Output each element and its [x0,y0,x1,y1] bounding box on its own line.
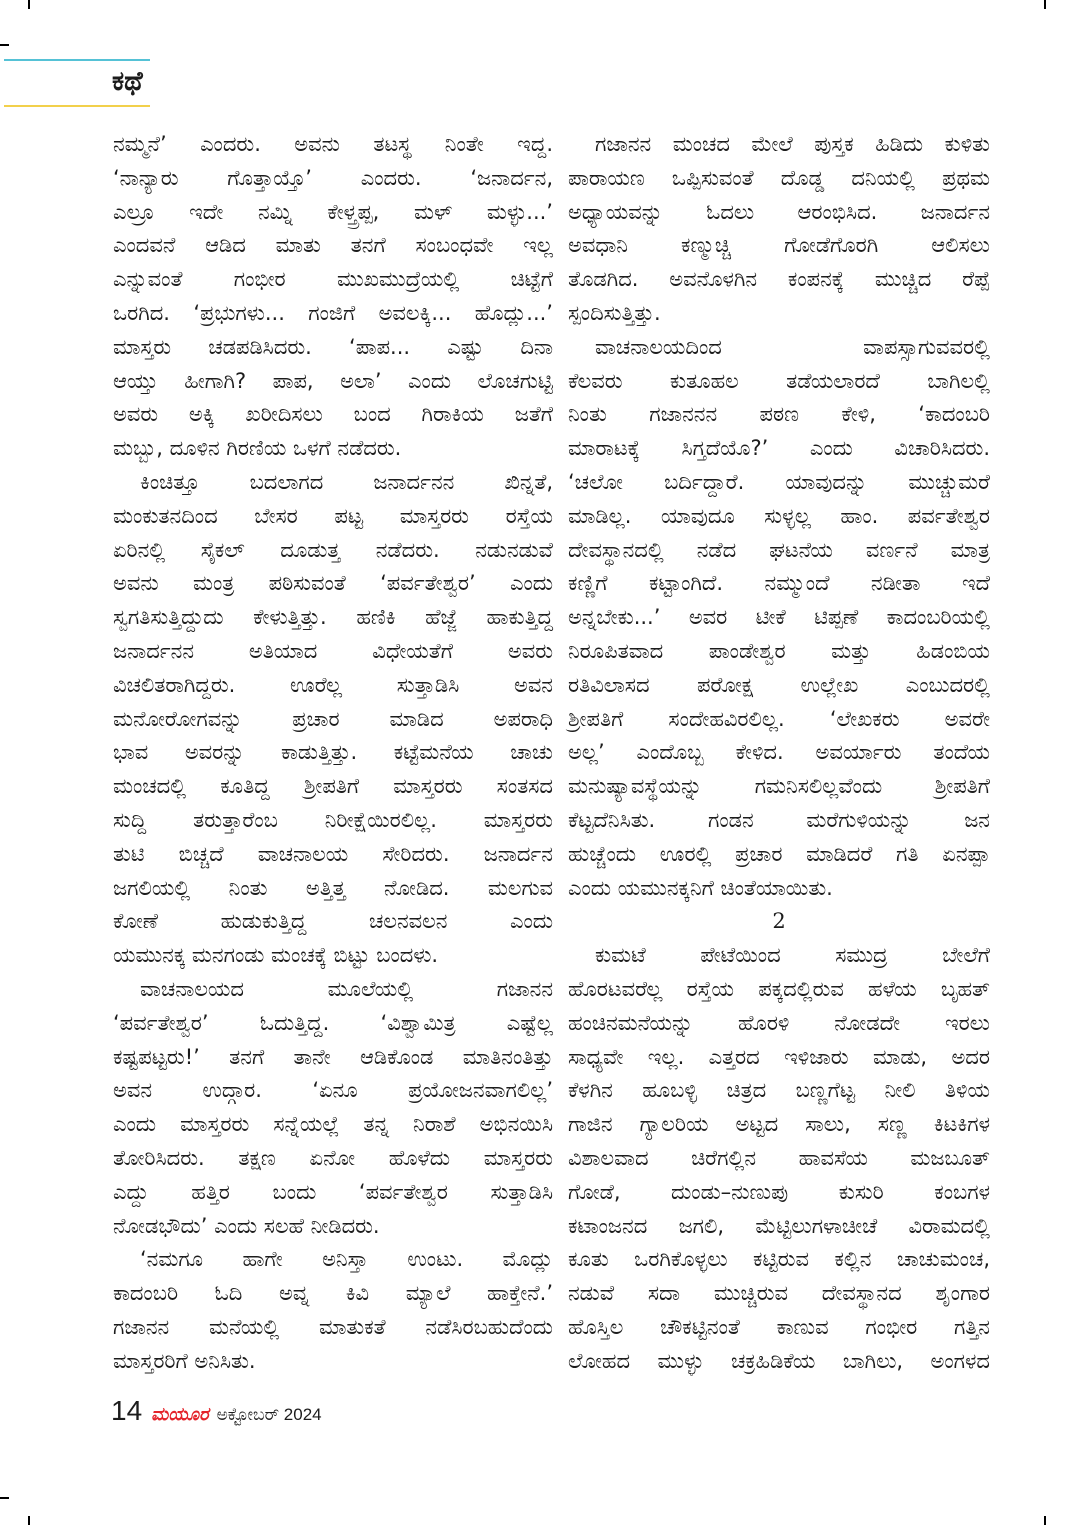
text-line: ಪಾರಾಯಣ ಒಪ್ಪಿಸುವಂತೆ ದೊಡ್ಡ ದನಿಯಲ್ಲಿ ಪ್ರಥಮ [568,165,990,190]
section-number: 2 [772,909,786,934]
text-line: ಮಾಸ್ತರರಿಗೆ ಅನಿಸಿತು. [113,1348,256,1373]
text-line: ಅಲ್ಲ’ ಎಂದೊಬ್ಬ ಕೇಳಿದ. ಅವರ್ಯಾರು ತಂದೆಯ [568,740,990,765]
text-line: ಕಾದಂಬರಿ ಓದಿ ಅವ್ನ ಕಿವಿ ಮ್ಯಾಲೆ ಹಾಕ್ತೇನೆ.’ [113,1281,553,1306]
crop-mark [0,1497,9,1499]
text-line: ಹಂಚಿನಮನೆಯನ್ನು ಹೊರಳಿ ನೋಡದೇ ಇರಲು [568,1010,990,1035]
text-line: ಕೆಟ್ಟದೆನಿಸಿತು. ಗಂಡನ ಮರೆಗುಳಿಯನ್ನು ಜನ [568,807,990,832]
text-line: ಆಯ್ತು ಹೀಗಾಗಿ? ಪಾಪ, ಅಲಾ’ ಎಂದು ಲೊಚಗುಟ್ಟಿ [113,368,553,393]
text-line: ಜಗಲಿಯಲ್ಲಿ ನಿಂತು ಅತ್ತಿತ್ತ ನೋಡಿದ. ಮಲಗುವ [113,875,553,900]
text-line: ಮಾಸ್ತರು ಚಡಪಡಿಸಿದರು. ‘ಪಾಪ... ಎಷ್ಟು ದಿನಾ [113,334,553,359]
text-line: ಕಣ್ಣಿಗೆ ಕಟ್ಟಾಂಗಿದೆ. ನಮ್ಮುಂದೆ ನಡೀತಾ ಇದೆ [568,571,990,596]
text-line: ಲೋಹದ ಮುಳ್ಳು ಚಕ್ರಹಿಡಿಕೆಯ ಬಾಗಿಲು, ಅಂಗಳದ [568,1348,990,1373]
text-line: ಹೊಸ್ತಿಲ ಚೌಕಟ್ಟಿನಂತೆ ಕಾಣುವ ಗಂಭೀರ ಗತ್ತಿನ [568,1314,990,1339]
text-line: ವಿಚಲಿತರಾಗಿದ್ದರು. ಊರೆಲ್ಲ ಸುತ್ತಾಡಿಸಿ ಅವನ [113,672,553,697]
paragraph [113,466,553,973]
text-line: ಅವಧಾನಿ ಕಣ್ಮುಚ್ಚಿ ಗೋಡೆಗೊರಗಿ ಆಲಿಸಲು [568,233,990,258]
text-line: ಒರಗಿದ. ‘ಪ್ರಭುಗಳು... ಗಂಜಿಗೆ ಅವಲಕ್ಕಿ... ಹೊದ್ಲು...’ [113,300,553,325]
text-line: ಕುಮಟೆ ಪೇಟೆಯಿಂದ ಸಮುದ್ರ ಬೇಲೆಗೆ [595,943,990,968]
text-line: ಕಷ್ಟಪಟ್ಟರು!’ ತನಗೆ ತಾನೇ ಆಡಿಕೊಂಡ ಮಾತಿನಂತಿತ್ತು [113,1044,553,1069]
text-line: ಎದ್ದು ಹತ್ತಿರ ಬಂದು ‘ಪರ್ವತೇಶ್ವರ ಸುತ್ತಾಡಿಸಿ [113,1179,553,1204]
text-line: ಅಧ್ಯಾಯವನ್ನು ಓದಲು ಆರಂಭಿಸಿದ. ಜನಾರ್ದನ [568,199,990,224]
paragraph [568,939,990,1378]
text-line: ದೇವಸ್ಥಾನದಲ್ಲಿ ನಡೆದ ಘಟನೆಯ ವರ್ಣನೆ ಮಾತ್ರ [568,537,990,562]
text-line: ಜನಾರ್ದನನ ಅತಿಯಾದ ವಿಧೇಯತೆಗೆ ಅವರು [113,638,553,663]
crop-mark [28,0,30,9]
text-line: ಶ್ರೀಪತಿಗೆ ಸಂದೇಹವಿರಲಿಲ್ಲ. ‘ಲೇಖಕರು ಅವರೇ [568,706,990,731]
paragraph [568,128,990,331]
text-line: ತೊಡಗಿದ. ಅವನೊಳಗಿನ ಕಂಪನಕ್ಕೆ ಮುಚ್ಚಿದ ರೆಪ್ಪೆ [568,267,990,292]
section-label: ಕಥೆ [112,66,143,97]
text-line: ಮಾಡಿಲ್ಲ. ಯಾವುದೂ ಸುಳ್ಳಲ್ಲ ಹಾಂ. ಪರ್ವತೇಶ್ವರ [568,503,990,528]
text-line: ತುಟಿ ಬಿಚ್ಚದೆ ವಾಚನಾಲಯ ಸೇರಿದರು. ಜನಾರ್ದನ [113,841,553,866]
text-line: ನಿಂತು ಗಜಾನನನ ಪಠಣ ಕೇಳಿ, ‘ಕಾದಂಬರಿ [568,402,990,427]
magazine-logo: ಮಯೂರ [151,1404,209,1424]
text-line: ‘ನಮಗೂ ಹಾಗೇ ಅನಿಸ್ತಾ ಉಂಟು. ಮೊದ್ಲು [140,1247,553,1272]
text-line: ಎನ್ನುವಂತೆ ಗಂಭೀರ ಮುಖಮುದ್ರೆಯಲ್ಲಿ ಚಿಟ್ಟೆಗೆ [113,267,553,292]
text-line: ಎಂದು ಯಮುನಕ್ಕನಿಗೆ ಚಿಂತೆಯಾಯಿತು. [568,875,833,900]
text-line: ಗಜಾನನ ಮಂಚದ ಮೇಲೆ ಪುಸ್ತಕ ಹಿಡಿದು ಕುಳಿತು [595,132,990,156]
text-line: ರತಿವಿಲಾಸದ ಪರೋಕ್ಷ ಉಲ್ಲೇಖ ಎಂಬುದರಲ್ಲಿ [568,672,990,697]
text-line: ಗಜಾನನ ಮನೆಯಲ್ಲಿ ಮಾತುಕತೆ ನಡೆಸಿರಬಹುದೆಂದು [113,1314,553,1339]
text-line: ಭಾವ ಅವರನ್ನು ಕಾಡುತ್ತಿತ್ತು. ಕಟ್ಟೆಮನೆಯ ಚಾಚು [113,740,553,765]
text-line: ತೋರಿಸಿದರು. ತಕ್ಷಣ ಏನೋ ಹೊಳೆದು ಮಾಸ್ತರರು [113,1145,553,1170]
paragraph [568,331,990,906]
text-line: ಅವನ ಉದ್ಗಾರ. ‘ಏನೂ ಪ್ರಯೋಜನವಾಗಲಿಲ್ಲ’ [113,1078,553,1103]
text-line: ನಿರೂಪಿತವಾದ ಪಾಂಡೇಶ್ವರ ಮತ್ತು ಹಿಡಂಬಿಯ [568,638,990,663]
text-line: ಸುದ್ದಿ ತರುತ್ತಾರೆಂಬ ನಿರೀಕ್ಷೆಯಿರಲಿಲ್ಲ. ಮಾಸ್ತರರು [113,807,553,832]
header-rule-top [4,59,150,61]
text-line: ಸ್ಪಂದಿಸುತ್ತಿತ್ತು. [568,300,661,325]
issue-date: ಅಕ್ಟೋಬರ್ 2024 [216,1405,322,1424]
text-line: ಮಂಕುತನದಿಂದ ಬೇಸರ ಪಟ್ಟ ಮಾಸ್ತರರು ರಸ್ತೆಯ [113,503,553,528]
text-line: ಕೆಲವರು ಕುತೂಹಲ ತಡೆಯಲಾರದೆ ಬಾಗಿಲಲ್ಲಿ [568,368,990,393]
text-line: ಕಟಾಂಜನದ ಜಗಲಿ, ಮೆಟ್ಟಿಲುಗಳಾಚೀಚೆ ವಿರಾಮದಲ್ಲಿ [568,1213,990,1238]
text-line: ಮಂಚದಲ್ಲಿ ಕೂತಿದ್ದ ಶ್ರೀಪತಿಗೆ ಮಾಸ್ತರರು ಸಂತಸದ [113,774,553,799]
text-line: ಮಾರಾಟಕ್ಕೆ ಸಿಗ್ತದೆಯೊ?’ ಎಂದು ವಿಚಾರಿಸಿದರು. [568,436,990,461]
text-line: ಎಲ್ರೂ ಇದೇ ನಮ್ನಿ ಕೇಳ್ತ್ರಪ್ಪ, ಮಳ್ ಮಳ್ಳು...’ [113,199,553,224]
text-line: ಕೂತು ಒರಗಿಕೊಳ್ಳಲು ಕಟ್ಟಿರುವ ಕಲ್ಲಿನ ಚಾಚುಮಂಚ, [568,1247,990,1272]
text-line: ಅನ್ನಬೇಕು...’ ಅವರ ಟೀಕೆ ಟಿಪ್ಪಣೆ ಕಾದಂಬರಿಯಲ್ಲಿ [568,605,990,630]
text-line: ಗೋಡೆ, ದುಂಡು–ನುಣುಪು ಕುಸುರಿ ಕಂಬಗಳ [568,1179,990,1204]
paragraph [113,973,553,1243]
crop-mark [1044,0,1046,9]
text-line: ಹುಚ್ಚೆಂದು ಊರಲ್ಲಿ ಪ್ರಚಾರ ಮಾಡಿದರೆ ಗತಿ ಏನಪ್ಪಾ [568,841,990,866]
text-line: ‘ಪರ್ವತೇಶ್ವರ’ ಓದುತ್ತಿದ್ದ. ‘ವಿಶ್ವಾಮಿತ್ರ ಎಷ್ಟೆಲ್ಲ [113,1010,553,1035]
header-rule-bottom [4,105,150,107]
text-line: ಗಾಜಿನ ಗ್ಯಾಲರಿಯ ಅಟ್ಟದ ಸಾಲು, ಸಣ್ಣ ಕಿಟಕಿಗಳ [568,1112,990,1137]
text-line: ಏರಿನಲ್ಲಿ ಸೈಕಲ್ ದೂಡುತ್ತ ನಡೆದರು. ನಡುನಡುವೆ [113,537,553,562]
text-line: ಎಂದವನೆ ಆಡಿದ ಮಾತು ತನಗೆ ಸಂಬಂಧವೇ ಇಲ್ಲ [113,233,553,258]
page-number: 14 [111,1395,143,1426]
paragraph [113,128,553,466]
text-line: ಮನುಷ್ಯಾವಸ್ಥೆಯನ್ನು ಗಮನಿಸಲಿಲ್ಲವೆಂದು ಶ್ರೀಪತಿಗೆ [568,774,990,799]
text-line: ಹೊರಟವರೆಲ್ಲ ರಸ್ತೆಯ ಪಕ್ಕದಲ್ಲಿರುವ ಹಳೆಯ ಬೃಹತ್ [568,976,990,1001]
page-footer [111,1392,322,1430]
text-line: ಅವರು ಅಕ್ಕಿ ಖರೀದಿಸಲು ಬಂದ ಗಿರಾಕಿಯ ಜತೆಗೆ [113,402,553,427]
text-line: ವಾಚನಾಲಯದ ಮೂಲೆಯಲ್ಲಿ ಗಜಾನನ [140,976,553,1001]
crop-mark [0,44,9,46]
text-line: ಕೆಳಗಿನ ಹೂಬಳ್ಳಿ ಚಿತ್ರದ ಬಣ್ಣಗೆಟ್ಟ ನೀಲಿ ತಿಳಿಯ [568,1078,990,1103]
text-line: ಸ್ವಗತಿಸುತ್ತಿದ್ದುದು ಕೇಳುತ್ತಿತ್ತು. ಹಣಿಕಿ ಹೆಜ್ಜೆ ಹಾಕುತ್ತಿದ್ದ [113,605,553,630]
text-line: ಮನೋರೋಗವನ್ನು ಪ್ರಚಾರ ಮಾಡಿದ ಅಪರಾಧಿ [113,706,553,731]
text-line: ಮಬ್ಬು, ದೂಳಿನ ಗಿರಣಿಯ ಒಳಗೆ ನಡೆದರು. [113,436,402,461]
text-line: ‘ನಾನ್ಯಾರು ಗೊತ್ತಾಯ್ತೊ’ ಎಂದರು. ‘ಜನಾರ್ದನ, [113,165,553,190]
text-line: ‘ಚಲೋ ಬರ್ದಿದ್ದಾರೆ. ಯಾವುದನ್ನು ಮುಚ್ಚುಮರೆ [568,469,990,494]
text-line: ಅವನು ಮಂತ್ರ ಪಠಿಸುವಂತೆ ‘ಪರ್ವತೇಶ್ವರ’ ಎಂದು [113,571,553,596]
right-column [568,128,990,1378]
text-line: ನಡುವೆ ಸದಾ ಮುಚ್ಚಿರುವ ದೇವಸ್ಥಾನದ ಶೃಂಗಾರ [568,1281,990,1306]
text-line: ನಮ್ಮನೆ’ ಎಂದರು. ಅವನು ತಟಸ್ಥ ನಿಂತೇ ಇದ್ದ. [113,132,553,156]
text-line: ಕೋಣೆ ಹುಡುಕುತ್ತಿದ್ದ ಚಲನವಲನ ಎಂದು [113,909,553,934]
text-line: ಎಂದು ಮಾಸ್ತರರು ಸನ್ನೆಯಲ್ಲೆ ತನ್ನ ನಿರಾಶೆ ಅಭಿನಯಿಸಿ [113,1112,553,1137]
text-line: ನೋಡಭೌದು’ ಎಂದು ಸಲಹೆ ನೀಡಿದರು. [113,1213,380,1238]
text-line: ವಿಶಾಲವಾದ ಚಿರೆಗಲ್ಲಿನ ಹಾವಸೆಯ ಮಜಬೂತ್ [568,1145,990,1170]
text-line: ಸಾಧ್ಯವೇ ಇಲ್ಲ. ಎತ್ತರದ ಇಳಿಜಾರು ಮಾಡು, ಅದರ [568,1044,990,1069]
crop-mark [28,1516,30,1525]
paragraph [113,1243,553,1378]
text-line: ಯಮುನಕ್ಕ ಮನಗಂಡು ಮಂಚಕ್ಕೆ ಬಿಟ್ಟು ಬಂದಳು. [113,943,439,968]
text-line: ಕಿಂಚಿತ್ತೂ ಬದಲಾಗದ ಜನಾರ್ದನನ ಖಿನ್ನತೆ, [140,469,553,494]
text-line: ವಾಚನಾಲಯದಿಂದ ವಾಪಸ್ಸಾಗುವವರಲ್ಲಿ [595,334,990,359]
crop-mark [1044,1516,1046,1525]
left-column [113,128,553,1378]
